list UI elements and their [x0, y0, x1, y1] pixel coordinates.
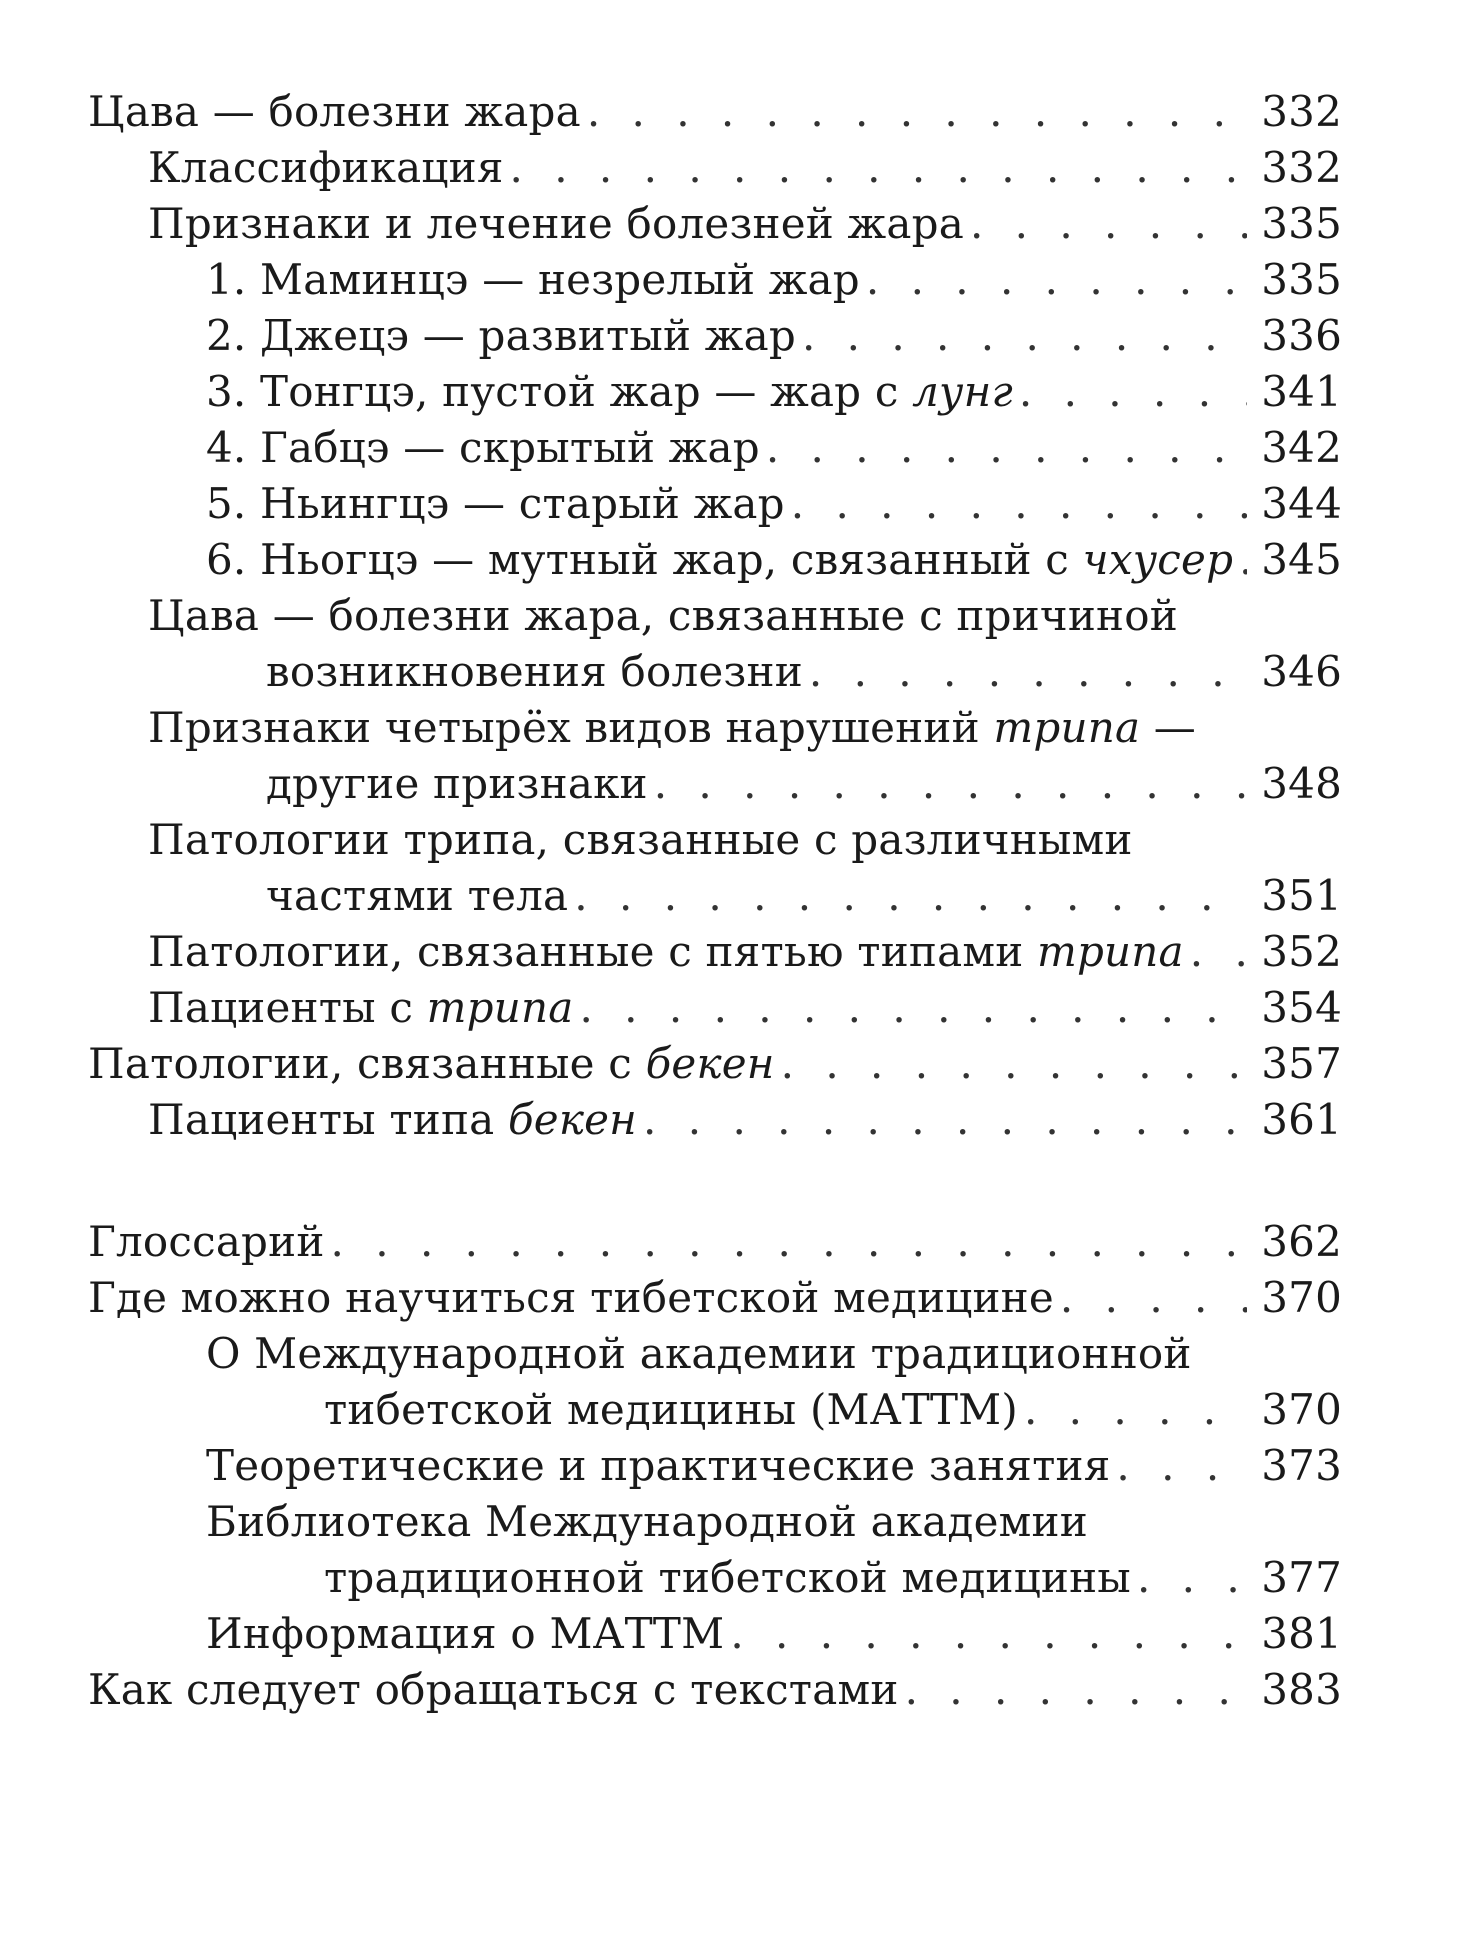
toc-entry-title-italic: бекен	[507, 1095, 638, 1144]
toc-entry-title-italic: чхусер	[1082, 535, 1234, 584]
toc-entry[interactable]	[88, 1326, 1342, 1438]
dot-leader	[866, 252, 1247, 308]
dot-leader	[766, 420, 1247, 476]
toc-entry-title: Информация о МАТТМ	[206, 1609, 725, 1658]
toc-entry[interactable]	[88, 252, 1342, 308]
dot-leader	[1019, 364, 1247, 420]
toc-entry-title	[148, 1092, 637, 1148]
toc-entry-title-italic: лунг	[912, 367, 1013, 416]
toc-entry-title	[148, 924, 1184, 980]
toc-entry-title: Глоссарий	[88, 1217, 325, 1266]
toc-entry-title-text: Патологии, связанные с пятью типами	[148, 927, 1037, 976]
toc-entry-title-italic: трипа	[993, 703, 1141, 752]
dot-leader	[1239, 532, 1247, 588]
dot-leader	[643, 1092, 1247, 1148]
toc-entry-title-line2: возникновения болезни	[266, 647, 803, 696]
toc-entry-title-italic: бекен	[645, 1039, 775, 1088]
toc-entry-title: Цава — болезни жара	[88, 87, 581, 136]
toc-entry-page: 342	[1261, 423, 1342, 472]
dot-leader	[1060, 1270, 1247, 1326]
toc-entry-title-line1: Цава — болезни жара, связанные с причиной	[148, 591, 1178, 640]
toc-entry-page: 345	[1261, 535, 1342, 584]
toc-entry[interactable]	[88, 84, 1342, 140]
toc-entry[interactable]	[88, 196, 1342, 252]
toc-entry-title-text: 6. Ньогцэ — мутный жар, связанный с	[206, 535, 1083, 584]
toc-entry[interactable]	[88, 1438, 1342, 1494]
toc-entry-title-line2: тибетской медицины (МАТТМ)	[324, 1385, 1018, 1434]
dot-leader	[574, 868, 1247, 924]
toc-entry-title-text: —	[1140, 703, 1196, 752]
dot-leader	[579, 980, 1247, 1036]
toc-entry-title: Как следует обращаться с текстами	[88, 1665, 899, 1714]
toc-entry-title: 4. Габцэ — скрытый жар	[206, 423, 760, 472]
toc-entry-page: 370	[1261, 1385, 1342, 1434]
toc-entry-title-line2: другие признаки	[266, 759, 648, 808]
toc-entry-page: 354	[1261, 983, 1342, 1032]
toc-entry-title: 2. Джецэ — развитый жар	[206, 311, 796, 360]
toc-entry[interactable]	[88, 1214, 1342, 1270]
dot-leader	[1190, 924, 1247, 980]
dot-leader	[802, 308, 1247, 364]
toc-entry-title	[206, 532, 1233, 588]
toc-entry-title: Где можно научиться тибетской медицине	[88, 1273, 1054, 1322]
toc-entry-page: 335	[1261, 199, 1342, 248]
toc-entry-page: 383	[1261, 1665, 1342, 1714]
toc-entry-page: 381	[1261, 1609, 1342, 1658]
toc-entry-title-italic: трипа	[426, 983, 574, 1032]
toc-entry-page: 351	[1261, 871, 1342, 920]
toc-entry[interactable]	[88, 364, 1342, 420]
toc-entry-title-text: Патологии, связанные с	[88, 1039, 646, 1088]
toc-entry-title-line1: Библиотека Международной академии	[206, 1497, 1088, 1546]
toc-entry-title: Теоретические и практические занятия	[206, 1441, 1111, 1490]
toc-entry-page: 373	[1261, 1441, 1342, 1490]
toc-entry-page: 352	[1261, 927, 1342, 976]
toc-entry[interactable]	[88, 420, 1342, 476]
dot-leader	[654, 756, 1248, 812]
toc-entry[interactable]	[88, 1662, 1342, 1718]
toc-entry-page: 346	[1261, 647, 1342, 696]
table-of-contents	[88, 84, 1342, 1718]
toc-entry-page: 377	[1261, 1553, 1342, 1602]
dot-leader	[1024, 1382, 1247, 1438]
toc-entry-title-line2: частями тела	[266, 871, 569, 920]
toc-entry-title-line1	[148, 700, 1196, 756]
toc-entry[interactable]	[88, 308, 1342, 364]
toc-entry-title	[88, 1036, 775, 1092]
toc-entry-page: 332	[1261, 143, 1342, 192]
toc-entry-title	[148, 980, 573, 1036]
toc-entry-page: 332	[1261, 87, 1342, 136]
dot-leader	[781, 1036, 1248, 1092]
dot-leader	[905, 1662, 1248, 1718]
toc-entry-title-line2: традиционной тибетской медицины	[324, 1553, 1131, 1602]
toc-entry-title: Классификация	[148, 143, 504, 192]
toc-entry-title-text: 3. Тонгцэ, пустой жар — жар с	[206, 367, 913, 416]
toc-entry-title-line1: Патологии трипа, связанные с различными	[148, 815, 1133, 864]
toc-entry[interactable]	[88, 1494, 1342, 1606]
dot-leader	[970, 196, 1247, 252]
dot-leader	[809, 644, 1247, 700]
toc-entry[interactable]	[88, 924, 1342, 980]
toc-entry-page: 348	[1261, 759, 1342, 808]
toc-entry-title-line1: О Международной академии традиционной	[206, 1329, 1192, 1378]
toc-entry-title: 5. Ньингцэ — старый жар	[206, 479, 785, 528]
toc-entry-page: 336	[1261, 311, 1342, 360]
dot-leader	[730, 1606, 1247, 1662]
dot-leader	[1116, 1438, 1247, 1494]
toc-entry[interactable]	[88, 140, 1342, 196]
toc-entry-title: Признаки и лечение болезней жара	[148, 199, 964, 248]
toc-entry[interactable]	[88, 1092, 1342, 1148]
toc-entry-page: 361	[1261, 1095, 1342, 1144]
dot-leader	[1137, 1550, 1247, 1606]
toc-entry-title: 1. Маминцэ — незрелый жар	[206, 255, 860, 304]
toc-entry[interactable]	[88, 1036, 1342, 1092]
toc-entry-title-text: Признаки четырёх видов нарушений	[148, 703, 994, 752]
toc-entry[interactable]	[88, 1270, 1342, 1326]
dot-leader	[791, 476, 1247, 532]
toc-entry-page: 341	[1261, 367, 1342, 416]
toc-entry-title-text: Пациенты с	[148, 983, 427, 1032]
toc-entry-title-text: Пациенты типа	[148, 1095, 508, 1144]
toc-entry-title-italic: трипа	[1036, 927, 1184, 976]
dot-leader	[331, 1214, 1248, 1270]
toc-entry[interactable]	[88, 980, 1342, 1036]
toc-entry[interactable]	[88, 476, 1342, 532]
toc-entry-page: 370	[1261, 1273, 1342, 1322]
toc-entry[interactable]	[88, 700, 1342, 812]
toc-entry-page: 362	[1261, 1217, 1342, 1266]
toc-entry-page: 344	[1261, 479, 1342, 528]
toc-entry[interactable]	[88, 588, 1342, 700]
toc-entry[interactable]	[88, 532, 1342, 588]
dot-leader	[587, 84, 1247, 140]
toc-entry[interactable]	[88, 812, 1342, 924]
section-gap	[88, 1148, 1342, 1214]
dot-leader	[510, 140, 1248, 196]
toc-entry-page: 335	[1261, 255, 1342, 304]
toc-entry-title	[206, 364, 1013, 420]
toc-entry-page: 357	[1261, 1039, 1342, 1088]
toc-entry[interactable]	[88, 1606, 1342, 1662]
